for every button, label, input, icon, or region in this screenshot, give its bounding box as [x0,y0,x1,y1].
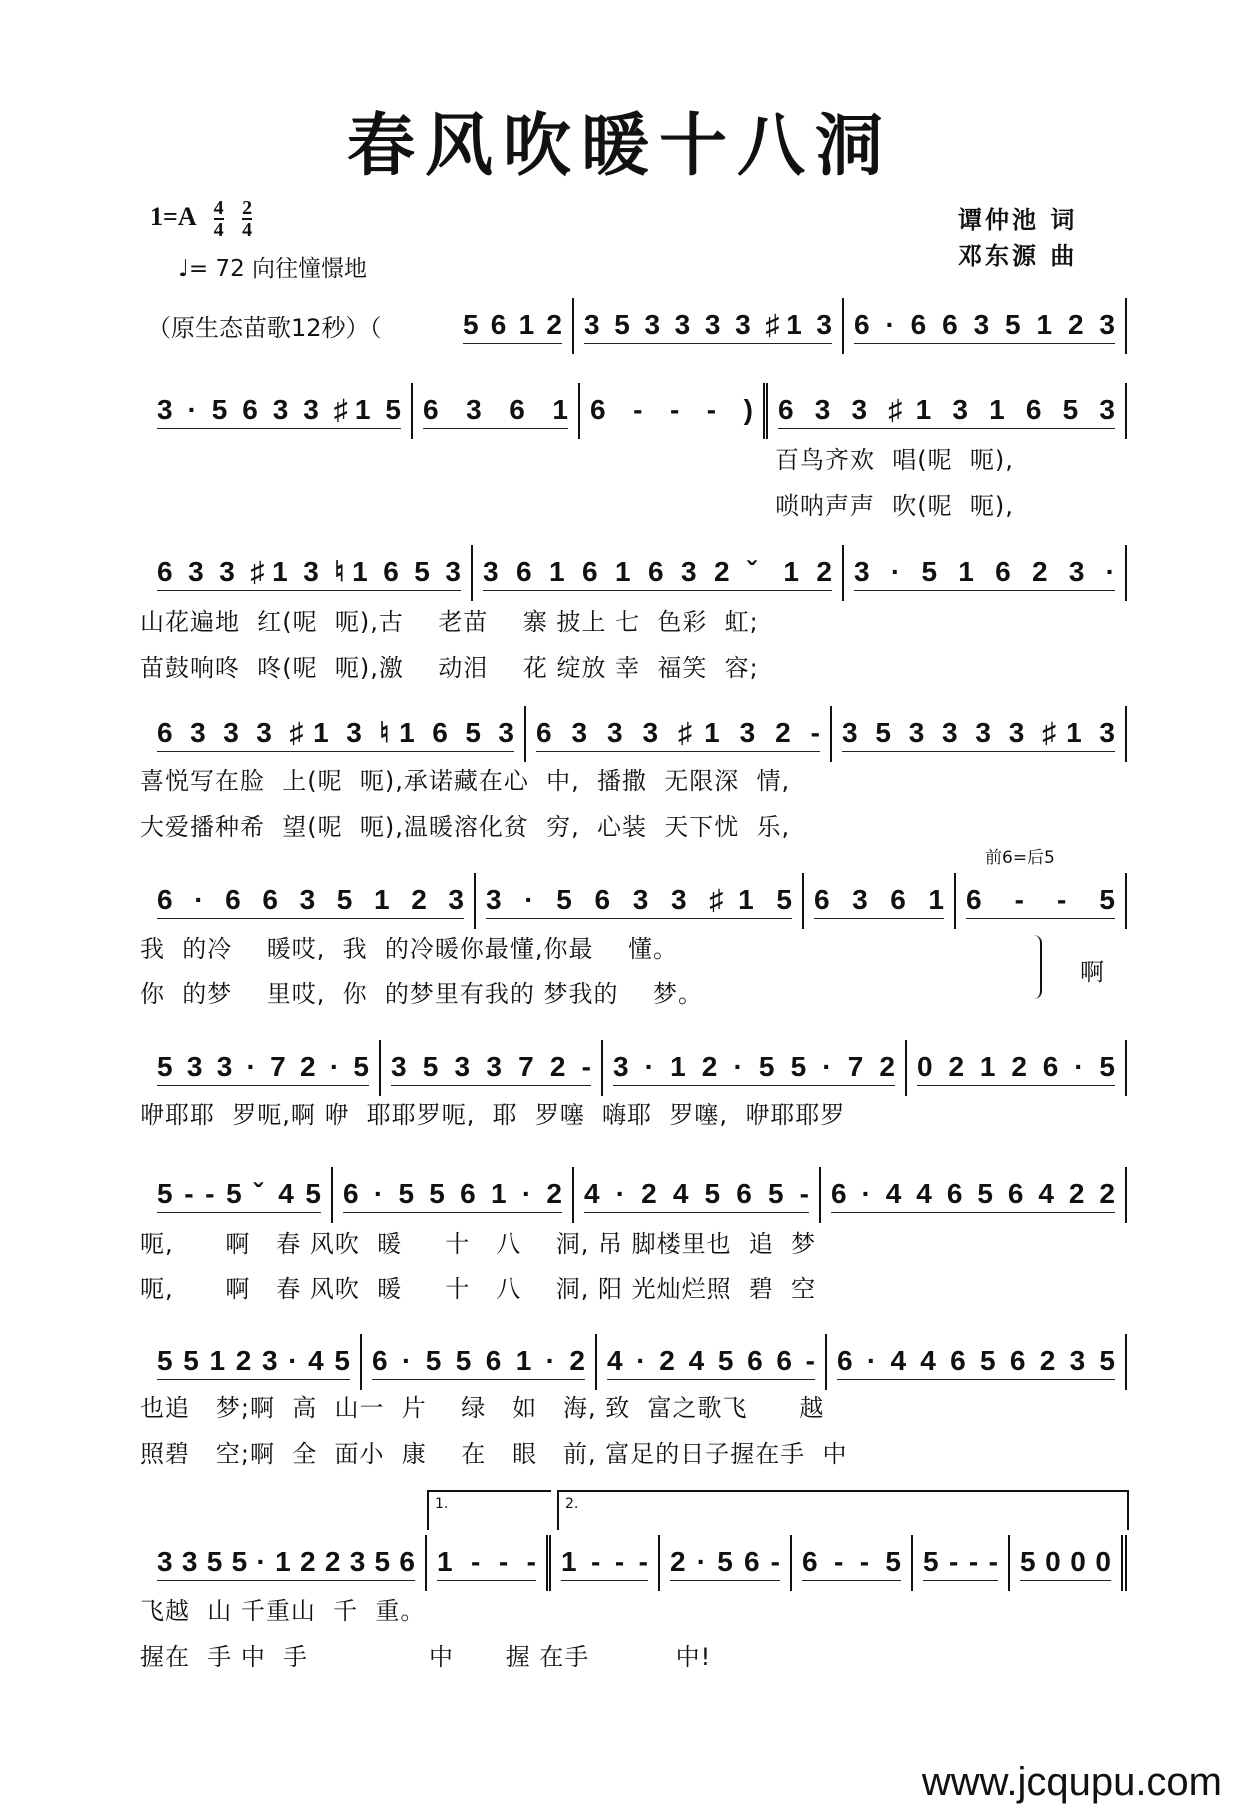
measure: 5 - - - [913,1535,1010,1591]
measure: 5 3 3 · 7 2 · 5 [147,1040,381,1096]
staff-row-9 [0,1535,1240,1591]
measure: 6 3 3 ♯1 3 ♮1 6 5 3 [147,545,473,601]
measure: 5 - - 5 ˇ 4 5 [147,1167,333,1223]
key-label: 1=A [150,201,196,231]
staff-row-7 [0,1167,1240,1223]
measure: 6 3 6 1 [413,383,580,439]
time-signature-2 [242,198,252,240]
lyric-line: 飞越 山 千重山 千 重。 [140,1597,426,1625]
measure: 6 - - 5 [792,1535,913,1591]
ts-den: 4 [242,219,253,241]
measure: 3 3 5 5 · 1 2 2 3 5 6 [147,1535,427,1591]
lyric-line: 苗鼓响咚 咚(呢 呃),激 动泪 花 绽放 幸 福笑 容; [140,654,759,682]
measure: 3 5 3 3 7 2 - [381,1040,603,1096]
ts-den: 4 [213,219,224,241]
measure: 0 2 1 2 6 · 5 [907,1040,1127,1096]
measure: 6 · 6 6 3 5 1 2 3 [147,873,476,929]
measure: 6 - - - ) [590,394,753,425]
lyric-line: 呃, 啊 春 风吹 暖 十 八 洞, 吊 脚楼里也 追 梦 [140,1230,817,1258]
lyric-line: 百鸟齐欢 唱(呢 呃), [775,446,1014,474]
watermark: www.jcqupu.com [921,1760,1222,1804]
time-signature-1 [214,198,224,240]
measure: 3 · 5 6 3 3 ♯1 5 [476,873,804,929]
measure: 5 0 0 0 [1010,1535,1127,1591]
measure: 6 · 5 5 6 1 · 2 [333,1167,574,1223]
measure: 5 5 1 2 3 · 4 5 [147,1334,362,1390]
lyric-line: 呃, 啊 春 风吹 暖 十 八 洞, 阳 光灿烂照 碧 空 [140,1275,817,1303]
measure: 2 · 5 6 - [660,1535,792,1591]
song-title: 春风吹暖十八洞 [346,106,893,186]
lyric-line: 我 的冷 暖哎, 我 的冷暖你最懂,你最 懂。 [140,935,679,963]
volta-second-ending: 2. [557,1490,1129,1530]
lyricist: 谭仲池 词 [958,206,1078,234]
lyric-line: 咿耶耶 罗呃,啊 咿 耶耶罗呃, 耶 罗噻 嗨耶 罗噻, 咿耶耶罗 [140,1101,846,1129]
staff-row-8 [0,1334,1240,1390]
lyric-line: 也追 梦;啊 高 山一 片 绿 如 海, 致 富之歌飞 越 [140,1394,825,1422]
staff-row-2 [0,383,1240,439]
measure: 6 3 3 3 ♯1 3 ♮1 6 5 3 [147,706,526,762]
measure: 6 · 6 6 3 5 1 2 3 [844,298,1127,354]
measure: 6 · 4 4 6 5 6 4 2 2 [821,1167,1127,1223]
ts-num: 2 [242,197,253,219]
staff-row-1 [0,298,1240,354]
lyric-line: 握在 手 中 手 中 握 在手 中! [140,1643,712,1671]
measure: 3 5 3 3 3 3 ♯1 3 [832,706,1127,762]
measure: 4 · 2 4 5 6 5 - [574,1167,821,1223]
tempo-marking: ♩= 72 向往憧憬地 [178,256,368,282]
measure: 6 3 6 1 [804,873,956,929]
volta-first-ending: 1. [427,1490,551,1530]
intro-text: （原生态苗歌12秒）（ [147,314,382,342]
key-signature [150,198,252,240]
lyric-line: 喜悦写在脸 上(呢 呃),承诺藏在心 中, 播撒 无限深 情, [140,767,791,795]
measure: 1 - - - [551,1535,660,1591]
measure: 3 · 5 1 6 2 3 · [844,545,1127,601]
lyric-line: 照碧 空;啊 全 面小 康 在 眼 前, 富足的日子握在手 中 [140,1440,848,1468]
measure: 6 · 5 5 6 1 · 2 [362,1334,597,1390]
measure: 6 3 3 3 ♯1 3 2 - [526,706,832,762]
measure: 5 6 1 2 [453,298,574,354]
lyric-line: 唢呐声声 吹(呢 呃), [775,492,1014,520]
measure: 3 5 3 3 3 3 ♯1 3 [574,298,844,354]
verse-brace [1030,935,1042,999]
annotation-note: 前6=后5 [985,848,1055,868]
lyric-line: 你 的梦 里哎, 你 的梦里有我的 梦我的 梦。 [140,980,704,1008]
measure: 6 · 4 4 6 5 6 2 3 5 [827,1334,1127,1390]
staff-row-4 [0,706,1240,762]
staff-row-5 [0,873,1240,929]
staff-row-6 [0,1040,1240,1096]
composer: 邓东源 曲 [958,242,1078,270]
measure: 1 - - - [427,1535,551,1591]
staff-row-3 [0,545,1240,601]
lyric-line: 大爱播种希 望(呢 呃),温暖溶化贫 穷, 心装 天下忧 乐, [140,813,791,841]
ts-num: 4 [213,197,224,219]
lyric-line: 山花遍地 红(呢 呃),古 老苗 寨 披上 七 色彩 虹; [140,608,759,636]
measure: 4 · 2 4 5 6 6 - [597,1334,827,1390]
lyric-side-word: 啊 [1080,958,1105,986]
measure: 3 · 5 6 3 3 ♯1 5 [147,383,413,439]
measure: 6 - - 5 [956,873,1127,929]
measure: 6 3 3 ♯1 3 1 6 5 3 [763,383,1127,439]
measure: 3 6 1 6 1 6 3 2 ˇ 1 2 [473,545,844,601]
measure: 3 · 1 2 · 5 5 · 7 2 [603,1040,907,1096]
